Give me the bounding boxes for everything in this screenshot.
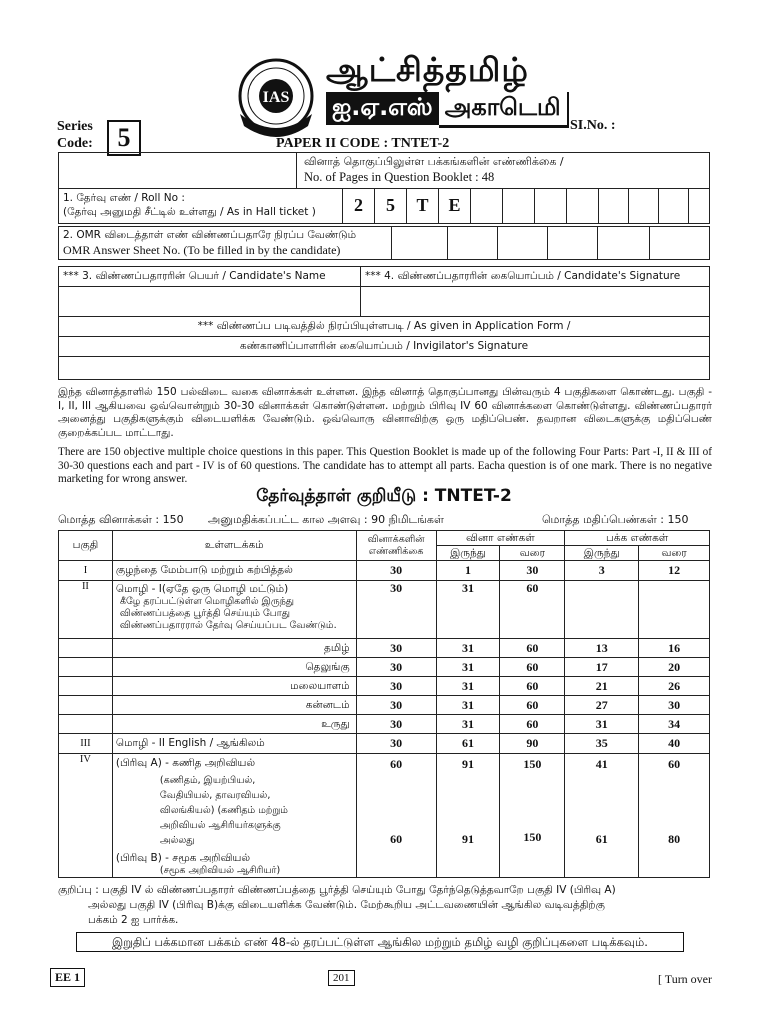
row-count: 30 bbox=[356, 696, 436, 715]
total-questions: மொத்த வினாக்கள் : 150 bbox=[58, 513, 184, 526]
total-marks: மொத்த மதிப்பெண்கள் : 150 bbox=[542, 513, 689, 526]
table-row bbox=[59, 696, 710, 715]
omr-number-cells[interactable] bbox=[391, 226, 701, 260]
row-q-from: 31 bbox=[436, 696, 500, 715]
omr-cell[interactable] bbox=[547, 226, 597, 260]
omr-cell[interactable] bbox=[497, 226, 547, 260]
roll-number-cell[interactable] bbox=[566, 188, 598, 224]
omr-cell[interactable] bbox=[447, 226, 497, 260]
academy-logo bbox=[234, 56, 318, 140]
candidate-signature-field[interactable] bbox=[362, 288, 708, 314]
table-row bbox=[59, 581, 710, 639]
row-count: 30 bbox=[356, 639, 436, 658]
row-q-from: 31 bbox=[436, 677, 500, 696]
invigilator-label: கண்காணிப்பாளரின் கையொப்பம் / Invigilator's Signature bbox=[239, 340, 529, 352]
allowed-time: அனுமதிக்கப்பட்ட கால அளவு : 90 நிமிடங்கள் bbox=[208, 513, 444, 526]
header-q-to: வரை bbox=[500, 546, 565, 561]
header-q-from: இருந்து bbox=[436, 546, 500, 561]
note-line-2: அல்லது பகுதி IV (பிரிவு B)க்கு விடையளிக்க வேண்டும். மேற்கூறிய அட்டவணையின் ஆங்கில வடிவத்திற்கு bbox=[88, 899, 605, 911]
roll-number-cell[interactable] bbox=[470, 188, 502, 224]
row-p-from: 13 bbox=[565, 639, 639, 658]
row-content: மலையாளம் bbox=[112, 677, 356, 696]
row-content: தமிழ் bbox=[112, 639, 356, 658]
candidate-signature-label: *** 4. விண்ணப்பதாரரின் கையொப்பம் / Candidate's Signature bbox=[365, 270, 681, 282]
row-part: I bbox=[59, 561, 113, 581]
part4-a-note: (கணிதம், இயற்பியல், வேதியியல், தாவரவியல், விலங்கியல்) (கணிதம் மற்றும் அறிவியல் ஆசிரியர்களுக்கு அல்லது bbox=[159, 775, 288, 846]
roll-number-cell: 5 bbox=[374, 188, 406, 224]
brand-title: ஆட்சித்தமிழ் bbox=[326, 50, 529, 89]
paper-code: PAPER II CODE : TNTET-2 bbox=[276, 136, 450, 151]
row-p-to: 30 bbox=[639, 696, 710, 715]
row-q-to: 60 bbox=[500, 658, 565, 677]
row-q-to: 60 bbox=[500, 639, 565, 658]
table-row bbox=[59, 715, 710, 734]
header-content: உள்ளடக்கம் bbox=[112, 531, 356, 561]
roll-number-cell[interactable] bbox=[598, 188, 628, 224]
turn-over: [ Turn over bbox=[658, 972, 713, 986]
table-row bbox=[59, 734, 710, 754]
row-p-from: 3 bbox=[565, 561, 639, 581]
row-count: 30 bbox=[356, 734, 436, 754]
page-number: 201 bbox=[328, 970, 355, 986]
header-p-from: இருந்து bbox=[565, 546, 639, 561]
row-p-from: 21 bbox=[565, 677, 639, 696]
note bbox=[58, 883, 712, 928]
row-p-to: 12 bbox=[639, 561, 710, 581]
row-q-from: 31 bbox=[436, 658, 500, 677]
invigilator-signature-field[interactable] bbox=[60, 358, 708, 378]
roll-number-cell[interactable] bbox=[628, 188, 658, 224]
row-part: III bbox=[59, 734, 113, 754]
row-p-from: 27 bbox=[565, 696, 639, 715]
row-content-title: மொழி - I(ஏதே ஒரு மொழி மட்டும்) bbox=[115, 583, 289, 595]
omr-cell[interactable] bbox=[649, 226, 701, 260]
roll-number-cell: 2 bbox=[342, 188, 374, 224]
omr-cell[interactable] bbox=[597, 226, 649, 260]
row-part: IV bbox=[59, 754, 113, 878]
brand-subtitle bbox=[326, 92, 569, 128]
table-title: தேர்வுத்தாள் குறியீடு : TNTET-2 bbox=[256, 486, 512, 506]
row-content: உருது bbox=[112, 715, 356, 734]
table-row bbox=[59, 677, 710, 696]
roll-number-cell[interactable] bbox=[502, 188, 534, 224]
header-page-numbers: பக்க எண்கள் bbox=[565, 531, 710, 546]
candidate-name-field[interactable] bbox=[60, 288, 358, 314]
omr-label-1: 2. OMR விடைத்தாள் எண் விண்ணப்பதாரே நிரப்ப வேண்டும் bbox=[63, 229, 357, 241]
part4-q-to: 150 150 bbox=[500, 754, 565, 878]
row-q-from: 31 bbox=[436, 639, 500, 658]
as-given-label: *** விண்ணப்ப படிவத்தில் நிரப்பியுள்ளபடி / As given in Application Form / bbox=[197, 320, 571, 332]
series-code-value: 5 bbox=[107, 120, 141, 156]
part4-p-from: 41 61 bbox=[565, 754, 639, 878]
roll-number-cell: T bbox=[406, 188, 438, 224]
row-p-from: 17 bbox=[565, 658, 639, 677]
row-q-to: 60 bbox=[500, 715, 565, 734]
candidate-name-label: *** 3. விண்ணப்பதாரரின் பெயர் / Candidate's Name bbox=[63, 270, 326, 282]
table-row bbox=[59, 639, 710, 658]
series-code-label bbox=[57, 118, 93, 152]
pages-label-en: No. of Pages in Question Booklet : 48 bbox=[304, 170, 495, 184]
roll-label-1: 1. தேர்வு எண் / Roll No : bbox=[63, 192, 185, 204]
note-line-1: குறிப்பு : பகுதி IV ல் விண்ணப்பதாரர் விண்ணப்பத்தை பூர்த்தி செய்யும் போது தேர்ந்தெடுத்தவாறே பகுதி IV (பிரிவு A) bbox=[58, 884, 616, 896]
roll-label-2: (தேர்வு அனுமதி சீட்டில் உள்ளது / As in Hall ticket ) bbox=[63, 206, 316, 218]
brand-sub-dark: ஐ.ஏ.எஸ் bbox=[326, 92, 439, 125]
row-content: குழந்தை மேம்பாடு மற்றும் கற்பித்தல் bbox=[112, 561, 356, 581]
row-p-to: 16 bbox=[639, 639, 710, 658]
header-question-numbers: வினா எண்கள் bbox=[436, 531, 565, 546]
row-q-to: 30 bbox=[500, 561, 565, 581]
row-content bbox=[112, 581, 356, 639]
roll-number-cell[interactable] bbox=[534, 188, 566, 224]
note-line-3: பக்கம் 2 ஐ பார்க்க. bbox=[88, 914, 179, 926]
roll-number-cells bbox=[342, 188, 718, 224]
header-part: பகுதி bbox=[59, 531, 113, 561]
brand-sub-light: அகாடெமி bbox=[439, 92, 569, 128]
part4-b-note: (சமூக அறிவியல் ஆசிரியர்) bbox=[159, 865, 281, 876]
roll-number-cell: E bbox=[438, 188, 470, 224]
row-p-from: 31 bbox=[565, 715, 639, 734]
omr-cell[interactable] bbox=[391, 226, 447, 260]
row-content: தெலுங்கு bbox=[112, 658, 356, 677]
row-p-from: 35 bbox=[565, 734, 639, 754]
row-p-to: 26 bbox=[639, 677, 710, 696]
series-label: Series bbox=[57, 119, 93, 134]
row-content: மொழி - II English / ஆங்கிலம் bbox=[112, 734, 356, 754]
row-count: 30 bbox=[356, 561, 436, 581]
row-content-note: கீழே தரப்பட்டுள்ள மொழிகளில் இருந்து விண்ணப்பத்தை பூர்த்தி செய்யும் போது விண்ணப்பதாரரால் தேர்வு செய்யப்பட வேண்டும். bbox=[119, 596, 337, 631]
header-p-to: வரை bbox=[639, 546, 710, 561]
instructions-english: There are 150 objective multiple choice questions in this paper. This Question Booklet is made up of the following Four Parts: Part -I, II & III of 30-30 questions each and part - IV is of 60 questions. The candidate has to attempt all parts. Eacha question is of one mark. There is no negative marketing for wrong answer. bbox=[58, 446, 712, 485]
row-p-to: 20 bbox=[639, 658, 710, 677]
instructions-tamil: இந்த வினாத்தாளில் 150 பல்விடை வகை வினாக்கள் உள்ளன. இந்த வினாத் தொகுப்பானது பின்வரும் 4 பகுதிகளை கொண்டது. பகுதி - I, II, III ஆகியவை ஒவ்வொன்றும் 30-30 வினாக்கள் கொண்டுள்ளன. மற்றும் பிரிவு IV 60 வினாக்களை கொண்டுள்ளது. விண்ணப்பதாரர் அனைத்து பகுதிகளுக்கும் விடையளிக்க வேண்டும். ஒவ்வொரு வினாவிற்கு ஒரு மதிப்பெண். தவறான விடைகளுக்கு மதிப்பெண் குறைக்கப்பட மாட்டாது. bbox=[58, 386, 712, 439]
row-q-to: 60 bbox=[500, 696, 565, 715]
row-count: 30 bbox=[356, 715, 436, 734]
row-q-from: 1 bbox=[436, 561, 500, 581]
row-q-from: 31 bbox=[436, 581, 500, 639]
row-q-to: 60 bbox=[500, 581, 565, 639]
part4-p-to: 60 80 bbox=[639, 754, 710, 878]
final-note: இறுதிப் பக்கமான பக்கம் எண் 48-ல் தரப்பட்டுள்ள ஆங்கில மற்றும் தமிழ் வழி குறிப்புகளை படிக்கவும். bbox=[76, 932, 684, 952]
roll-number-cell[interactable] bbox=[688, 188, 718, 224]
header-count: வினாக்களின் எண்ணிக்கை bbox=[356, 531, 436, 561]
row-count: 30 bbox=[356, 581, 436, 639]
row-q-to: 60 bbox=[500, 677, 565, 696]
part4-q-from: 91 91 bbox=[436, 754, 500, 878]
row-count: 30 bbox=[356, 658, 436, 677]
pages-label-ta: வினாத் தொகுப்பிலுள்ள பக்கங்களின் எண்ணிக்கை / bbox=[304, 155, 564, 168]
row-count: 30 bbox=[356, 677, 436, 696]
roll-number-cell[interactable] bbox=[658, 188, 688, 224]
question-distribution-table bbox=[58, 530, 710, 878]
part4-a-label: (பிரிவு A) - கணித அறிவியல் bbox=[115, 757, 256, 769]
booklet-code: EE 1 bbox=[50, 968, 85, 987]
row-q-to: 90 bbox=[500, 734, 565, 754]
serial-number-label: SI.No. : bbox=[570, 118, 616, 133]
row-content bbox=[112, 754, 356, 878]
row-q-from: 31 bbox=[436, 715, 500, 734]
omr-label-2: OMR Answer Sheet No. (To be filled in by the candidate) bbox=[63, 243, 341, 257]
row-part: II bbox=[59, 581, 113, 639]
table-row-part4 bbox=[59, 754, 710, 878]
part4-count: 60 60 bbox=[356, 754, 436, 878]
row-p-to bbox=[639, 581, 710, 639]
table-row bbox=[59, 561, 710, 581]
code-label: Code: bbox=[57, 136, 93, 151]
part4-b-label: (பிரிவு B) - சமூக அறிவியல் bbox=[115, 852, 251, 864]
logo-text: IAS bbox=[262, 89, 290, 106]
row-q-from: 61 bbox=[436, 734, 500, 754]
table-row bbox=[59, 658, 710, 677]
row-content: கன்னடம் bbox=[112, 696, 356, 715]
row-p-to: 34 bbox=[639, 715, 710, 734]
row-p-to: 40 bbox=[639, 734, 710, 754]
row-p-from bbox=[565, 581, 639, 639]
